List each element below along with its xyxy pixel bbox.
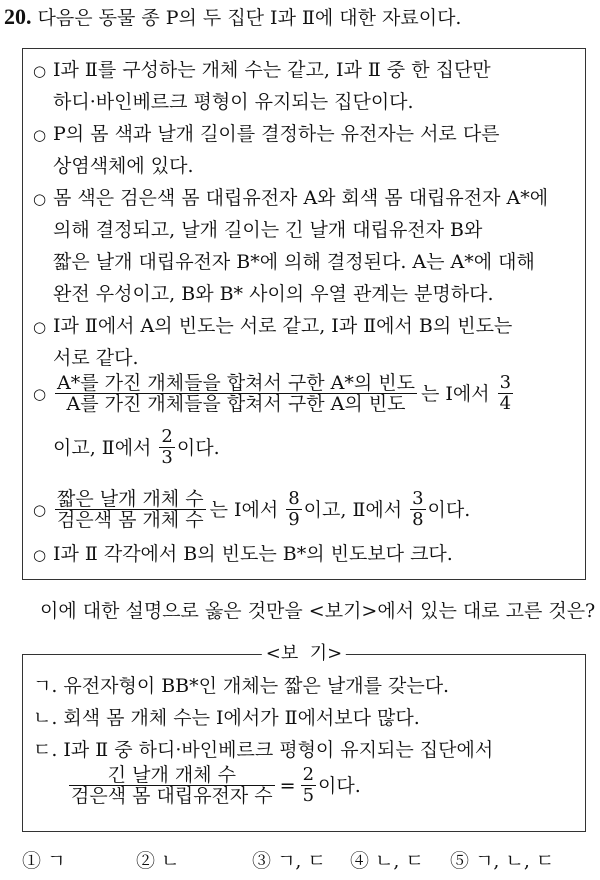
fraction-numerator: 짧은 날개 개체 수: [57, 488, 204, 510]
data-item-text: 는 Ⅰ에서: [421, 382, 490, 405]
bullet-icon: ○: [33, 384, 47, 403]
bogi-text: 회색 몸 개체 수는 Ⅰ에서가 Ⅱ에서보다 많다.: [63, 707, 420, 729]
equals-sign: =: [279, 774, 296, 797]
data-item-text: 하디·바인베르크 평형이 유지되는 집단이다.: [53, 91, 414, 113]
data-item-text: 이다.: [176, 436, 220, 459]
data-item-5-line-1: [33, 373, 515, 414]
bullet-icon: ○: [33, 62, 47, 80]
fraction-denominator: 8: [412, 509, 424, 530]
bogi-text: 유전자형이 BB*인 개체는 짧은 날개를 갖는다.: [63, 675, 450, 697]
choice-marker: ①: [22, 850, 42, 872]
bullet-icon: ○: [33, 546, 47, 564]
choice-2[interactable]: [136, 848, 179, 874]
data-item-7: [33, 541, 453, 568]
bogi-box: [22, 643, 586, 832]
data-item-text: Ⅰ과 Ⅱ에서 A의 빈도는 서로 같고, Ⅰ과 Ⅱ에서 B의 빈도는: [53, 315, 513, 337]
fraction-numerator: 2: [161, 426, 173, 447]
choice-text: ㄱ, ㄷ: [277, 850, 326, 872]
choice-text: ㄴ: [161, 850, 180, 872]
data-item-text: 이고, Ⅱ에서: [303, 498, 403, 521]
bogi-item-c-equation: [67, 765, 361, 806]
choice-5[interactable]: [450, 848, 554, 874]
bogi-label: ㄷ.: [33, 739, 58, 761]
question-stem: [4, 4, 600, 31]
fraction-numerator: 3: [499, 372, 512, 393]
fraction-denominator: 4: [499, 393, 512, 414]
data-item-6: [33, 489, 470, 530]
allele-frequency-ratio-fraction: [55, 373, 417, 414]
question-prompt: 이에 대한 설명으로 옳은 것만을 <보기>에서 있는 대로 고른 것은?: [40, 600, 596, 622]
value-I-fraction: [286, 489, 301, 530]
bogi-label: ㄱ.: [33, 675, 58, 697]
data-item-1-line-2: [53, 89, 414, 115]
choice-marker: ⑤: [450, 850, 470, 872]
data-item-text: 는 Ⅰ에서: [209, 498, 279, 521]
choice-marker: ③: [252, 850, 272, 872]
bogi-item-b: [33, 705, 420, 731]
fraction-numerator: 2: [302, 764, 315, 785]
data-item-text: P의 몸 색과 날개 길이를 결정하는 유전자는 서로 다른: [53, 123, 500, 145]
data-item-text: Ⅰ과 Ⅱ를 구성하는 개체 수는 같고, Ⅰ과 Ⅱ 중 한 집단만: [53, 59, 491, 81]
data-item-4-line-2: [53, 345, 139, 371]
bogi-item-a: [33, 673, 449, 699]
bogi-text: 이다.: [318, 774, 361, 797]
data-item-3-line-1: [33, 185, 548, 212]
question-text: 다음은 동물 종 P의 두 집단 Ⅰ과 Ⅱ에 대한 자료이다.: [37, 7, 462, 29]
value-I-fraction: [498, 373, 513, 414]
bullet-icon: ○: [33, 190, 47, 208]
fraction-denominator: 5: [302, 785, 315, 806]
data-item-3-line-3: [53, 249, 535, 275]
data-item-text: 의해 결정되고, 날개 길이는 긴 날개 대립유전자 B와: [53, 219, 483, 241]
fraction-numerator: 3: [412, 488, 424, 509]
bogi-item-c: [33, 737, 493, 763]
data-item-3-line-4: [53, 281, 494, 307]
bogi-label: ㄴ.: [33, 707, 58, 729]
data-item-2-line-2: [53, 153, 194, 179]
choice-1[interactable]: [22, 848, 65, 874]
fraction-numerator: 8: [288, 488, 300, 509]
fraction-numerator: A*를 가진 개체들을 합쳐서 구한 A*의 빈도: [57, 372, 415, 394]
bullet-icon: ○: [33, 500, 47, 519]
fraction-denominator: A를 가진 개체들을 합쳐서 구한 A의 빈도: [66, 393, 406, 415]
fraction-numerator: 긴 날개 개체 수: [69, 765, 275, 786]
value-fraction: [301, 765, 316, 806]
value-II-fraction: [410, 489, 425, 530]
fraction-denominator: 검은색 몸 대립유전자 수: [71, 785, 273, 807]
bullet-icon: ○: [33, 126, 47, 144]
data-item-text: Ⅰ과 Ⅱ 각각에서 B의 빈도는 B*의 빈도보다 크다.: [53, 543, 453, 565]
choice-text: ㄴ, ㄷ: [375, 850, 424, 872]
data-box: [22, 48, 586, 580]
data-item-2-line-1: [33, 121, 500, 148]
long-wing-ratio-fraction: [69, 765, 275, 806]
data-item-text: 이다.: [427, 498, 471, 521]
bullet-icon: ○: [33, 318, 47, 336]
value-II-fraction: [159, 427, 174, 468]
data-item-text: 짧은 날개 대립유전자 B*에 의해 결정된다. A는 A*에 대해: [53, 251, 535, 273]
data-item-text: 상염색체에 있다.: [53, 155, 194, 177]
data-item-text: 몸 색은 검은색 몸 대립유전자 A와 회색 몸 대립유전자 A*에: [53, 187, 549, 209]
choice-text: ㄱ: [47, 850, 66, 872]
data-item-text: 이고, Ⅱ에서: [53, 436, 152, 459]
choice-marker: ②: [136, 850, 156, 872]
fraction-denominator: 검은색 몸 개체 수: [57, 509, 204, 531]
data-item-5-line-2: [53, 427, 220, 468]
fraction-denominator: 9: [288, 509, 300, 530]
choice-text: ㄱ, ㄴ, ㄷ: [475, 850, 555, 872]
choice-4[interactable]: [350, 848, 424, 874]
data-item-1-line-1: [33, 57, 491, 84]
choice-marker: ④: [350, 850, 370, 872]
bogi-title: <보 기>: [262, 643, 346, 665]
question-number: 20.: [4, 4, 32, 29]
fraction-denominator: 3: [161, 447, 173, 468]
data-item-3-line-2: [53, 217, 482, 243]
short-wing-ratio-fraction: [55, 489, 206, 530]
data-item-text: 서로 같다.: [53, 347, 139, 369]
bogi-text: Ⅰ과 Ⅱ 중 하디·바인베르크 평형이 유지되는 집단에서: [63, 739, 494, 761]
data-item-4-line-1: [33, 313, 512, 340]
data-item-text: 완전 우성이고, B와 B* 사이의 우열 관계는 분명하다.: [53, 283, 494, 305]
choice-3[interactable]: [252, 848, 326, 874]
